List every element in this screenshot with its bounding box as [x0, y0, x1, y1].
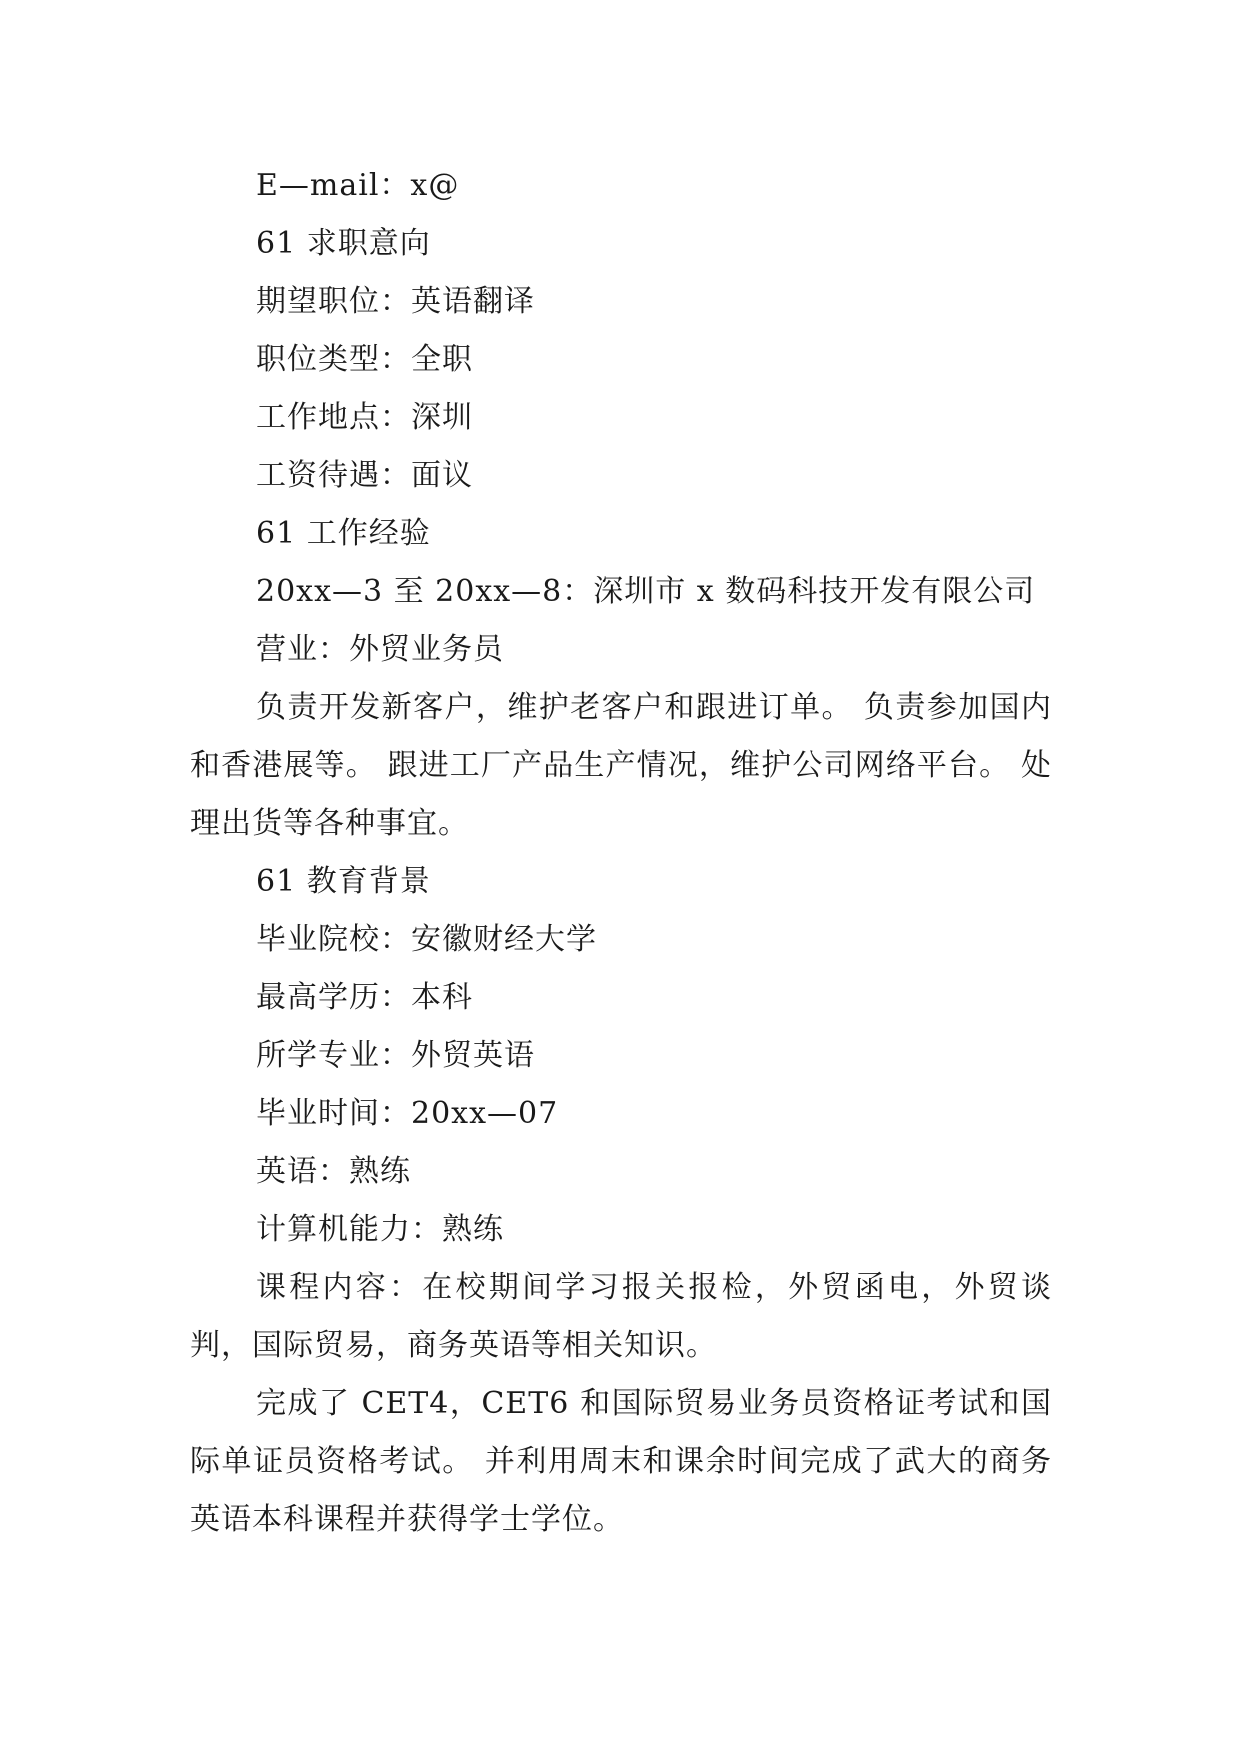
- work-role-line: 营业：外贸业务员: [256, 632, 504, 667]
- english-skill-line: 英语：熟练: [256, 1154, 411, 1189]
- salary-line: 工资待遇：面议: [256, 458, 473, 493]
- position-type-line: 职位类型：全职: [256, 342, 473, 377]
- graduation-time-line: 毕业时间：20xx—07: [256, 1096, 559, 1131]
- work-description-paragraph: 负责开发新客户，维护老客户和跟进订单。 负责参加国内和香港展等。 跟进工厂产品生产情况，维护公司网络平台。 处理出货等各种事宜。: [190, 690, 1052, 841]
- section-heading-job-intention: 61 求职意向: [256, 226, 431, 261]
- degree-line: 最高学历：本科: [256, 980, 473, 1015]
- work-period-company-line: 20xx—3 至 20xx—8：深圳市 x 数码科技开发有限公司: [256, 574, 1036, 609]
- section-heading-education: 61 教育背景: [256, 864, 431, 899]
- work-location-line: 工作地点：深圳: [256, 400, 473, 435]
- certificates-paragraph: 完成了 CET4，CET6 和国际贸易业务员资格证考试和国际单证员资格考试。 并利用周末和课余时间完成了武大的商务英语本科课程并获得学士学位。: [190, 1386, 1052, 1537]
- section-heading-work-experience: 61 工作经验: [256, 516, 431, 551]
- expected-position-line: 期望职位：英语翻译: [256, 284, 535, 319]
- resume-body: [190, 157, 1052, 1549]
- course-content-paragraph: 课程内容：在校期间学习报关报检，外贸函电，外贸谈判，国际贸易，商务英语等相关知识。: [190, 1270, 1052, 1363]
- computer-skill-line: 计算机能力：熟练: [256, 1212, 504, 1247]
- email-line: E—mail：x@: [256, 168, 460, 203]
- major-line: 所学专业：外贸英语: [256, 1038, 535, 1073]
- school-line: 毕业院校：安徽财经大学: [256, 922, 597, 957]
